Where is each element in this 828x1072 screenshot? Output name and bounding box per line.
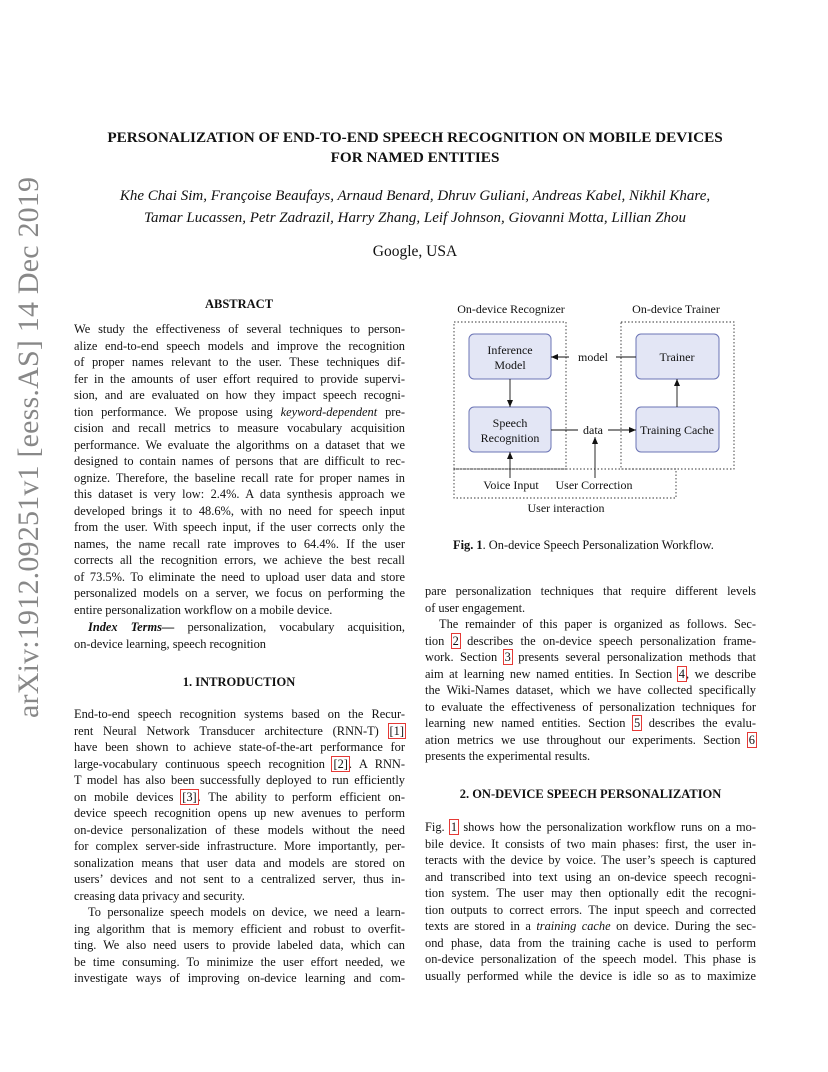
body-line-text: learning new named entities. Section xyxy=(425,716,633,730)
abstract-body xyxy=(74,321,405,618)
workflow-diagram xyxy=(440,296,750,522)
intro-line: T model has also been successfully deployed to run efficiently xyxy=(74,773,405,787)
intro-line: have been shown to achieve state-of-the-art performance for xyxy=(74,740,405,754)
section-link[interactable]: 6 xyxy=(748,732,755,747)
intro-line xyxy=(74,723,405,740)
body-line: the Wiki-Names dataset, which we have collected specifically xyxy=(425,683,756,697)
abstract-line: performance. We evaluate the algorithms on a dataset that we xyxy=(74,437,405,452)
section2-heading: 2. ON-DEVICE SPEECH PERSONALIZATION xyxy=(459,787,722,801)
abstract-line xyxy=(74,404,405,421)
body-line-text: describes the on-device speech personalization frame- xyxy=(459,633,757,648)
introduction-body xyxy=(74,706,405,987)
abstract-line: from the user. With speech input, if the user corrects only the xyxy=(74,520,405,534)
body-line-text: ation metrics we use throughout our experiments. Section xyxy=(425,732,748,747)
section2-line-text: Fig. xyxy=(425,820,450,834)
body-line-text: presents several personalization methods that xyxy=(511,650,756,664)
data-arrow-label: data xyxy=(583,423,603,437)
abstract-line: alize end-to-end speech models and improve the recognition xyxy=(74,338,405,353)
inference-model-label: Model xyxy=(494,358,526,372)
section2-emphasis: training cache xyxy=(536,919,611,933)
body-line: The remainder of this paper is organized as follows. Sec- xyxy=(439,617,756,631)
intro-line-text: . The ability to perform efficient on- xyxy=(197,789,405,804)
abstract-line: personalized models on a server, we focus on performing the xyxy=(74,586,405,600)
body-line xyxy=(425,666,756,683)
section-link[interactable]: 3 xyxy=(504,650,511,664)
section2-line xyxy=(425,819,756,836)
arxiv-identifier-stamp: arXiv:1912.09251v1 [eess.AS] 14 Dec 2019 xyxy=(12,176,45,718)
intro-line: To personalize speech models on device, we need a learn- xyxy=(88,905,405,919)
voice-input-label: Voice Input xyxy=(483,478,539,492)
body-line-text: aim at learning new named entities. In Section xyxy=(425,666,678,681)
intro-line: users’ devices and not sent to a centralized server, thus in- xyxy=(74,872,405,886)
section2-line: tion outputs to correct errors. The input speech and corrected xyxy=(425,902,756,917)
intro-line: device speech recognition opens up new avenues to perform xyxy=(74,806,405,820)
section2-line: and transcribed into text using an on-device speech recogni- xyxy=(425,869,756,884)
body-line-text: tion xyxy=(425,633,452,648)
abstract-line: of 73.5%. To eliminate the need to upload user data and store xyxy=(74,569,405,584)
model-arrow-label: model xyxy=(578,350,608,364)
section2-line: ond phase, data from the training cache is used to perform xyxy=(425,935,756,950)
intro-line-text: . A RNN- xyxy=(348,756,405,771)
index-terms-line: on-device learning, speech recognition xyxy=(74,636,266,651)
abstract-line-text: tion performance. We propose using xyxy=(74,404,273,419)
introduction-heading: 1. INTRODUCTION xyxy=(182,675,296,689)
body-line: of user engagement. xyxy=(425,600,526,615)
title-line-1: PERSONALIZATION OF END-TO-END SPEECH RECOGNITION ON MOBILE DEVICES xyxy=(107,129,723,146)
body-line-text: , we describe xyxy=(686,666,756,681)
paper-title xyxy=(80,128,750,168)
section2-line: teracts with the device by voice. The user’s speech is captured xyxy=(425,853,756,867)
body-line: presents the experimental results. xyxy=(425,749,591,763)
citation-link[interactable]: [2] xyxy=(333,756,348,771)
figure-caption-label: Fig. 1 xyxy=(453,538,483,552)
abstract-line: We study the effectiveness of several techniques to person- xyxy=(74,322,405,336)
intro-line-text: rent Neural Network Transducer architecture (RNN-T) xyxy=(74,723,389,738)
right-column-body xyxy=(425,583,756,765)
intro-line-text: large-vocabulary continuous speech recognition xyxy=(74,756,333,771)
body-line xyxy=(425,715,756,732)
section2-body xyxy=(425,819,756,984)
user-correction-label: User Correction xyxy=(555,478,633,492)
section2-line-text: texts are stored in a xyxy=(425,919,537,933)
training-cache-label: Training Cache xyxy=(640,423,714,437)
section2-line-text: shows how the personalization workflow runs on a mo- xyxy=(458,820,756,834)
body-line xyxy=(425,633,756,650)
intro-line: investigate ways of improving on-device learning and com- xyxy=(74,971,405,985)
author-line-1: Khe Chai Sim, Françoise Beaufays, Arnaud Benard, Dhruv Guliani, Andreas Kabel, Nikhil Khare, xyxy=(119,188,711,204)
abstract-line-text: pre- xyxy=(377,404,406,419)
inference-model-label: Inference xyxy=(487,343,533,357)
section2-line xyxy=(425,918,756,935)
figure-caption xyxy=(453,538,714,553)
author-line-2: Tamar Lucassen, Petr Zadrazil, Harry Zhang, Leif Johnson, Giovanni Motta, Lillian Zhou xyxy=(144,210,686,226)
group-label-recognizer: On-device Recognizer xyxy=(457,302,565,316)
author-list xyxy=(70,185,760,229)
index-terms-line xyxy=(74,619,405,636)
index-terms-text: personalization, vocabulary acquisition, xyxy=(174,620,405,634)
abstract-line: sion, and are evaluated on how they impact speech recogni- xyxy=(74,388,405,402)
index-terms-label: Index Terms— xyxy=(88,620,175,634)
intro-line xyxy=(74,756,405,773)
body-line-text: work. Section xyxy=(425,650,504,664)
intro-line: for complex server-side infrastructure. More importantly, per- xyxy=(74,839,405,853)
citation-link[interactable]: [1] xyxy=(389,723,404,738)
abstract-line: ognize. Therefore, the baseline recall rate for proper names in xyxy=(74,470,405,485)
body-line: pare personalization techniques that require different levels xyxy=(425,584,756,598)
intro-line: ing algorithm that is memory efficient and robust to overfit- xyxy=(74,921,405,936)
index-terms xyxy=(74,619,405,652)
speech-recognition-label: Speech xyxy=(492,416,528,430)
intro-line xyxy=(74,789,405,806)
abstract-emphasis: keyword-dependent xyxy=(280,404,378,419)
abstract-line: this dataset is very low: 2.4%. A data synthesis approach we xyxy=(74,487,405,501)
abstract-line: of proper names relevant to the user. These techniques dif- xyxy=(74,355,405,369)
abstract-line: fer in the amounts of user effort required to provide supervi- xyxy=(74,371,405,386)
abstract-line: designed to contain names of persons that are difficult to rec- xyxy=(74,454,405,468)
speech-recognition-label: Recognition xyxy=(480,431,540,445)
intro-line-text: on mobile devices xyxy=(74,789,182,804)
section-link[interactable]: 2 xyxy=(452,633,459,648)
intro-line: be time consuming. To minimize the user effort needed, we xyxy=(74,954,405,969)
section-link[interactable]: 4 xyxy=(678,666,685,681)
intro-line: creasing data privacy and security. xyxy=(74,888,245,903)
group-label-trainer: On-device Trainer xyxy=(632,302,720,316)
section2-line: tion system. The user may then optionally edit the recogni- xyxy=(425,886,756,900)
body-line: to evaluate the effectiveness of personalization techniques for xyxy=(425,699,756,714)
abstract-line: cision and recall metrics to measure vocabulary acquisition xyxy=(74,421,405,435)
abstract-line: developed brings it to 48.6%, with no need for speech input xyxy=(74,503,405,518)
intro-line: on-device personalization of these models without the need xyxy=(74,822,405,837)
body-line xyxy=(425,649,756,666)
figure-caption-text: . On-device Speech Personalization Workflow. xyxy=(482,538,714,552)
section2-line: bile device. It consists of two main phases: first, the user in- xyxy=(425,836,756,851)
affiliation: Google, USA xyxy=(372,243,458,260)
section-link[interactable]: 5 xyxy=(633,716,641,730)
body-line xyxy=(425,732,756,749)
abstract-heading: ABSTRACT xyxy=(204,297,274,311)
abstract-line: names, the name recall rate improves to 64.4%. If the user xyxy=(74,536,405,551)
section2-line: on-device personalization of the speech model. This phase is xyxy=(425,952,756,966)
intro-line: sonalization means that user data and models are stored on xyxy=(74,855,405,870)
section2-line: usually performed while the device is idle so as to maximize xyxy=(425,968,756,983)
section2-line-text: on device. During the sec- xyxy=(610,919,757,933)
body-line-text: describes the evalu- xyxy=(641,716,756,730)
figure-link[interactable]: 1 xyxy=(450,820,458,834)
citation-link[interactable]: [3] xyxy=(182,789,197,804)
intro-line: End-to-end speech recognition systems based on the Recur- xyxy=(74,707,405,721)
abstract-line: entire personalization workflow on a mobile device. xyxy=(74,602,333,617)
abstract-line: corrects all the recognition errors, we achieve the best recall xyxy=(74,553,405,567)
user-interaction-label: User interaction xyxy=(527,501,605,515)
intro-line: ting. We also need users to provide labeled data, which can xyxy=(74,938,405,952)
trainer-label: Trainer xyxy=(659,350,695,364)
title-line-2: FOR NAMED ENTITIES xyxy=(330,149,500,166)
